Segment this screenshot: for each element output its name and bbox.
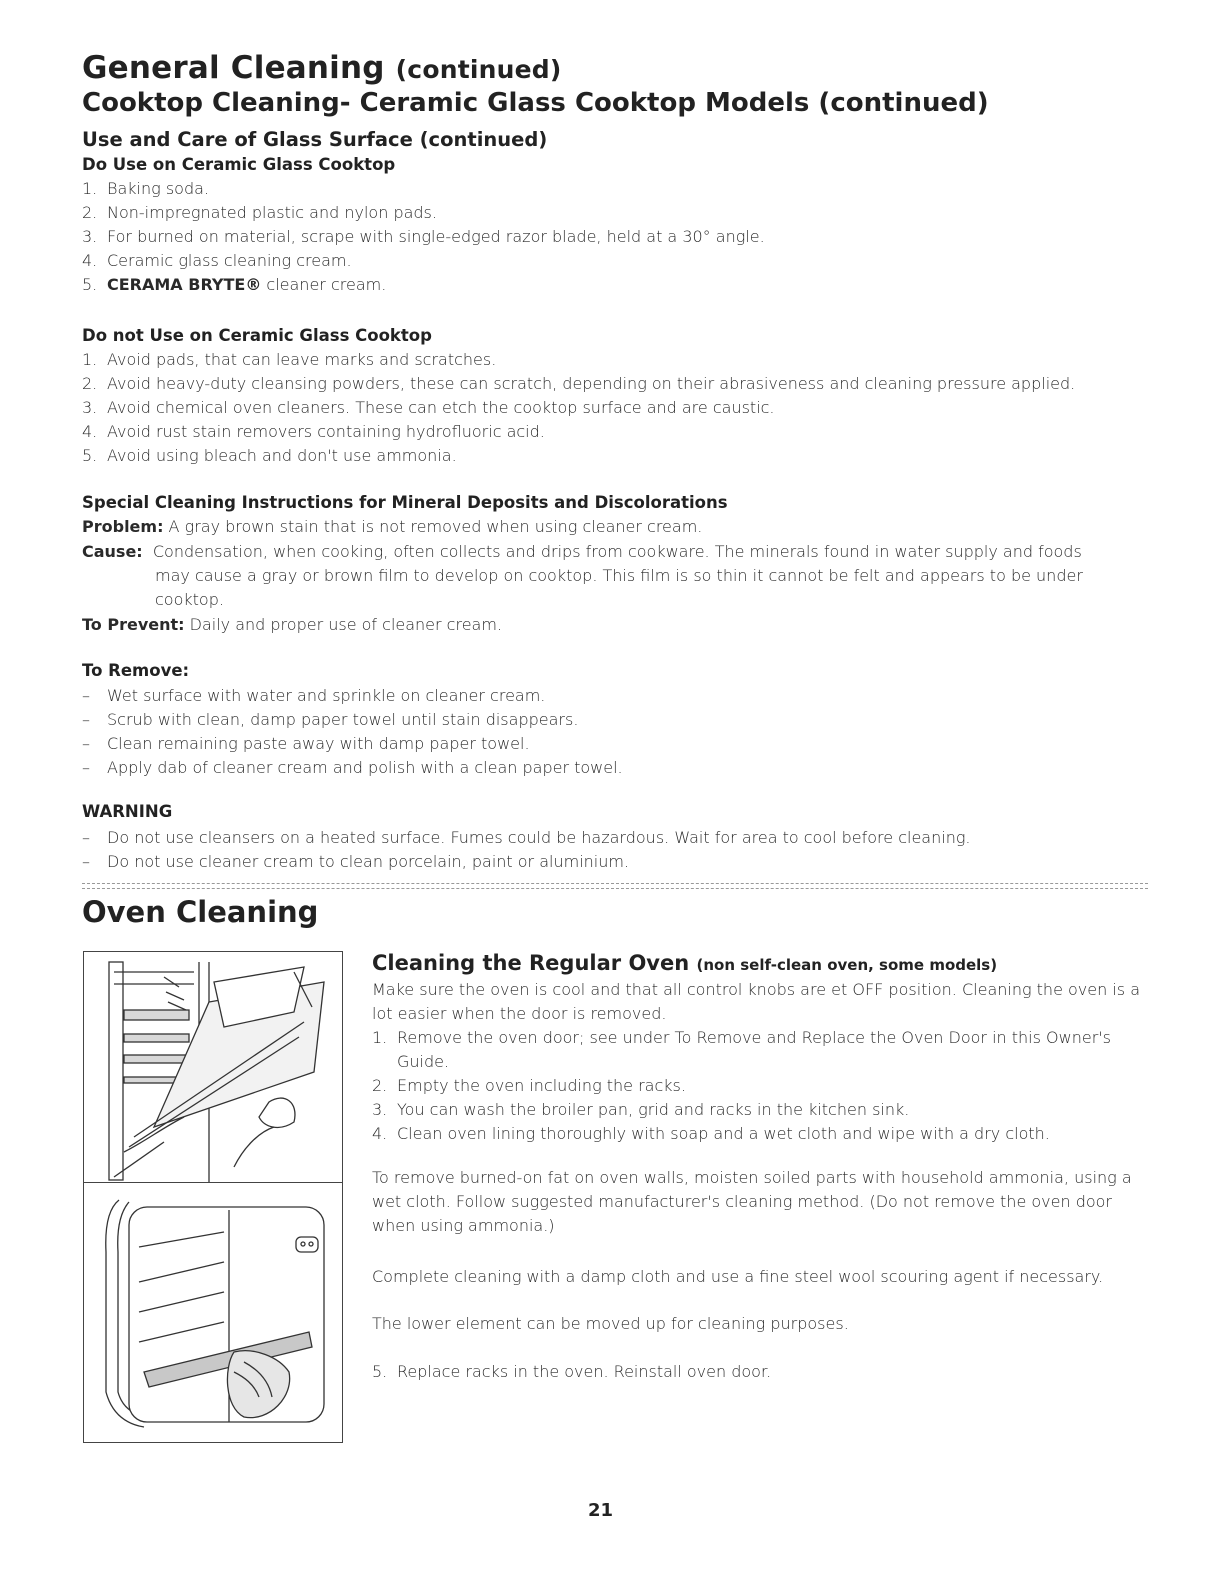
- list-item: 4. Ceramic glass cleaning cream.: [82, 251, 352, 270]
- list-item: 2. Empty the oven including the racks.: [372, 1076, 686, 1095]
- regular-oven-title: Cleaning the Regular Oven (non self-clean oven, some models): [372, 951, 998, 975]
- list-item: 1. Baking soda.: [82, 179, 209, 198]
- do-not-use-heading: Do not Use on Ceramic Glass Cooktop: [82, 326, 432, 345]
- remove-heading: To Remove:: [82, 661, 190, 680]
- list-item: 1. Remove the oven door; see under To Remove and Replace the Oven Door in this Owner's Guide.: [372, 1028, 1112, 1071]
- cause-label: Cause:: [82, 542, 143, 561]
- list-item: – Apply dab of cleaner cream and polish with a clean paper towel.: [82, 758, 623, 777]
- list-item: 1. Avoid pads, that can leave marks and scratches.: [82, 350, 497, 369]
- page-title-text: General Cleaning: [82, 50, 385, 86]
- oven-intro: Make sure the oven is cool and that all control knobs are et OFF position. Cleaning the oven is a lot easier when the door is removed.: [372, 980, 1140, 1023]
- problem-label: Problem:: [82, 517, 164, 536]
- prevent-line: To Prevent: Daily and proper use of cleaner cream.: [82, 615, 503, 634]
- oven-steps-list: [372, 1026, 1150, 1146]
- steel-wool-paragraph: Complete cleaning with a damp cloth and use a fine steel wool scouring agent if necessary.: [372, 1267, 1104, 1286]
- list-item: – Do not use cleaner cream to clean porcelain, paint or aluminium.: [82, 852, 630, 871]
- oven-cleaning-title: Oven Cleaning: [82, 895, 319, 929]
- ammonia-paragraph: To remove burned-on fat on oven walls, moisten soiled parts with household ammonia, using a wet cloth. Follow suggested manufacturer's cleaning method. (Do not remove the oven door when using ammonia.): [372, 1168, 1132, 1235]
- list-item: 5. Replace racks in the oven. Reinstall oven door.: [372, 1362, 772, 1381]
- do-not-use-list: [82, 348, 1075, 468]
- list-item: – Scrub with clean, damp paper towel until stain disappears.: [82, 710, 579, 729]
- special-heading: Special Cleaning Instructions for Mineral Deposits and Discolorations: [82, 493, 728, 512]
- oven-final-step: [372, 1360, 1150, 1384]
- page-number: 21: [588, 1500, 614, 1521]
- list-item: – Clean remaining paste away with damp paper towel.: [82, 734, 530, 753]
- list-item: 4. Avoid rust stain removers containing hydrofluoric acid.: [82, 422, 545, 441]
- warning-list: [82, 826, 971, 874]
- list-item: 5. CERAMA BRYTE® cleaner cream.: [82, 275, 387, 294]
- product-name: CERAMA BRYTE®: [107, 275, 262, 294]
- list-item: 5. Avoid using bleach and don't use ammonia.: [82, 446, 457, 465]
- section-divider: [82, 883, 1148, 889]
- list-item: 4. Clean oven lining thoroughly with soap and a wet cloth and wipe with a dry cloth.: [372, 1124, 1050, 1143]
- page-title-suffix: (continued): [395, 55, 562, 84]
- prevent-label: To Prevent:: [82, 615, 185, 634]
- section-title: Use and Care of Glass Surface (continued): [82, 128, 548, 151]
- do-use-list: [82, 177, 765, 297]
- problem-line: Problem: A gray brown stain that is not removed when using cleaner cream.: [82, 517, 703, 536]
- list-item: 3. Avoid chemical oven cleaners. These can etch the cooktop surface and are caustic.: [82, 398, 775, 417]
- warning-heading: WARNING: [82, 802, 173, 821]
- list-item: 2. Non-impregnated plastic and nylon pads.: [82, 203, 437, 222]
- do-use-heading: Do Use on Ceramic Glass Cooktop: [82, 155, 396, 174]
- oven-illustration: [83, 951, 343, 1443]
- list-item: – Wet surface with water and sprinkle on cleaner cream.: [82, 686, 546, 705]
- list-item: 3. For burned on material, scrape with single-edged razor blade, held at a 30° angle.: [82, 227, 765, 246]
- page-title: [82, 50, 561, 86]
- list-item: 3. You can wash the broiler pan, grid and racks in the kitchen sink.: [372, 1100, 910, 1119]
- regular-oven-note: (non self-clean oven, some models): [696, 956, 998, 974]
- figure-divider: [83, 1182, 343, 1183]
- cause-block: Cause: Condensation, when cooking, often collects and drips from cookware. The minerals found in water supply and foods may cause a gray or brown film to develop on cooktop. This film is so thin it cannot be felt and appears to be under cooktop.: [82, 542, 1083, 609]
- oven-door-removal-illustration: [84, 952, 342, 1442]
- page-subtitle: Cooktop Cleaning- Ceramic Glass Cooktop Models (continued): [82, 88, 989, 118]
- list-item: – Do not use cleansers on a heated surface. Fumes could be hazardous. Wait for area to cool before cleaning.: [82, 828, 971, 847]
- lower-element-paragraph: The lower element can be moved up for cleaning purposes.: [372, 1314, 849, 1333]
- remove-list: [82, 684, 623, 780]
- list-item: 2. Avoid heavy-duty cleansing powders, these can scratch, depending on their abrasiveness and cleaning pressure applied.: [82, 374, 1076, 393]
